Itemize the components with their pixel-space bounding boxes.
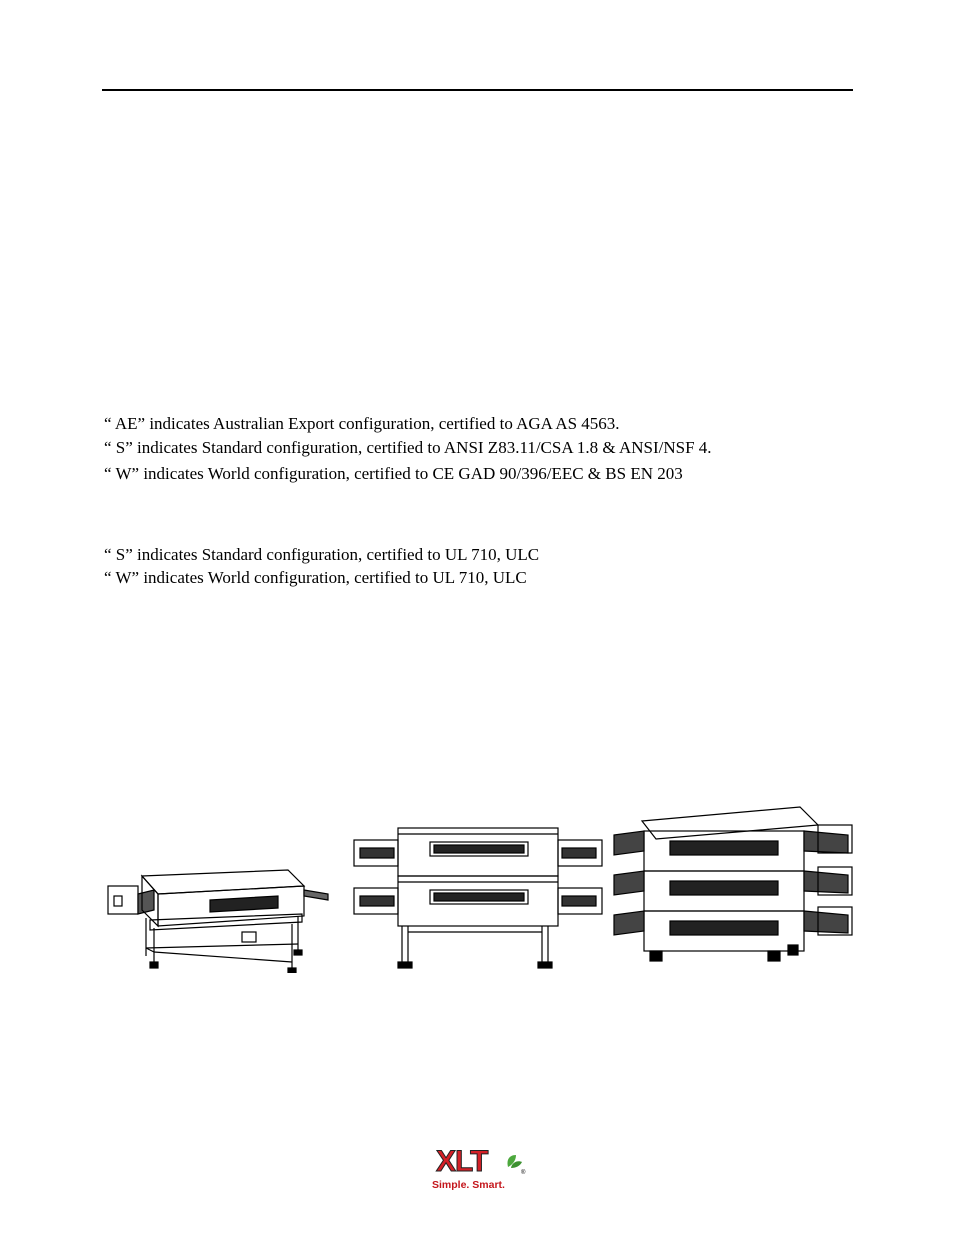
xlt-logo-mark — [432, 1143, 528, 1193]
logo-tagline: Simple. Smart. — [432, 1179, 505, 1191]
gas-cert-w: “ W” indicates World configuration, certified to CE GAD 90/396/EEC & BS EN 203 — [104, 464, 683, 483]
triple-stack-oven-illustration — [612, 805, 856, 973]
gas-cert-ae: “ AE” indicates Australian Export configuration, certified to AGA AS 4563. — [104, 414, 620, 433]
gas-cert-s: “ S” indicates Standard configuration, certified to ANSI Z83.11/CSA 1.8 & ANSI/NSF 4. — [104, 438, 712, 457]
single-deck-oven-illustration — [106, 868, 330, 973]
header-rule — [102, 89, 853, 91]
logo-registered: ® — [521, 1170, 526, 1176]
electric-cert-s: “ S” indicates Standard configuration, certified to UL 710, ULC — [104, 545, 540, 564]
logo-brand: XLT — [436, 1145, 488, 1178]
double-stack-oven-illustration — [352, 826, 604, 972]
electric-cert-w: “ W” indicates World configuration, certified to UL 710, ULC — [104, 568, 527, 587]
xlt-logo — [432, 1143, 528, 1193]
